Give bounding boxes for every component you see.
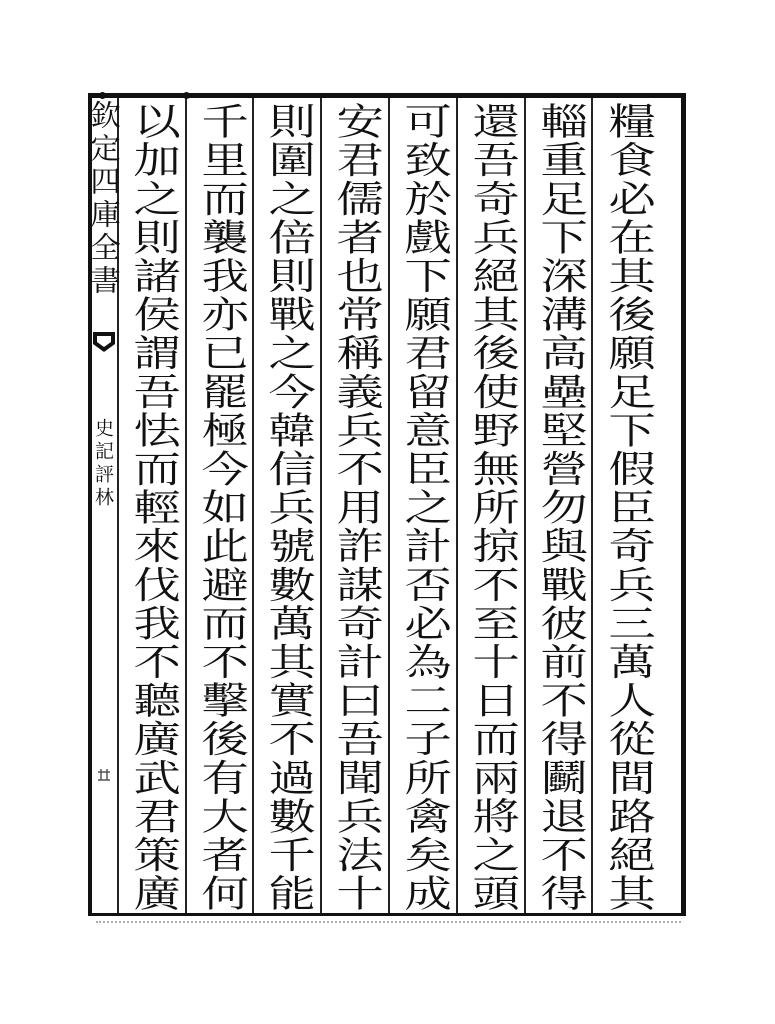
text-column-6: 則圍之倍則戰之今韓信兵號數萬其實不過數千能 <box>260 102 316 913</box>
text-column-8: 以加之則諸侯謂吾怯而輕來伐我不聽廣武君策廣 <box>125 102 181 913</box>
banner-title: 欽定四庫全書 <box>86 100 122 298</box>
scan-dot <box>99 92 106 99</box>
text-column-4: 可致於戲下願君留意臣之計否必為二子所禽矣成 <box>396 102 452 913</box>
text-column-1: 糧食必在其後願足下假臣奇兵三萬人從間路絕其 <box>600 102 656 913</box>
scan-noise <box>96 921 681 923</box>
banner-book-title: 史記評林 <box>92 418 114 510</box>
text-column-7: 千里而襲我亦已罷極今如此避而不擊後有大者何 <box>193 102 249 913</box>
frame-right-border <box>681 93 686 916</box>
text-column-3: 還吾奇兵絕其後使野無所掠不至十日而兩將之頭 <box>464 102 520 913</box>
text-column-5: 安君儒者也常稱義兵不用詐謀奇計曰吾聞兵法十 <box>328 102 384 913</box>
frame-top-border <box>88 93 686 98</box>
text-column-2: 輜重足下深溝高壘堅營勿與戰彼前不得鬬退不得 <box>532 102 588 913</box>
